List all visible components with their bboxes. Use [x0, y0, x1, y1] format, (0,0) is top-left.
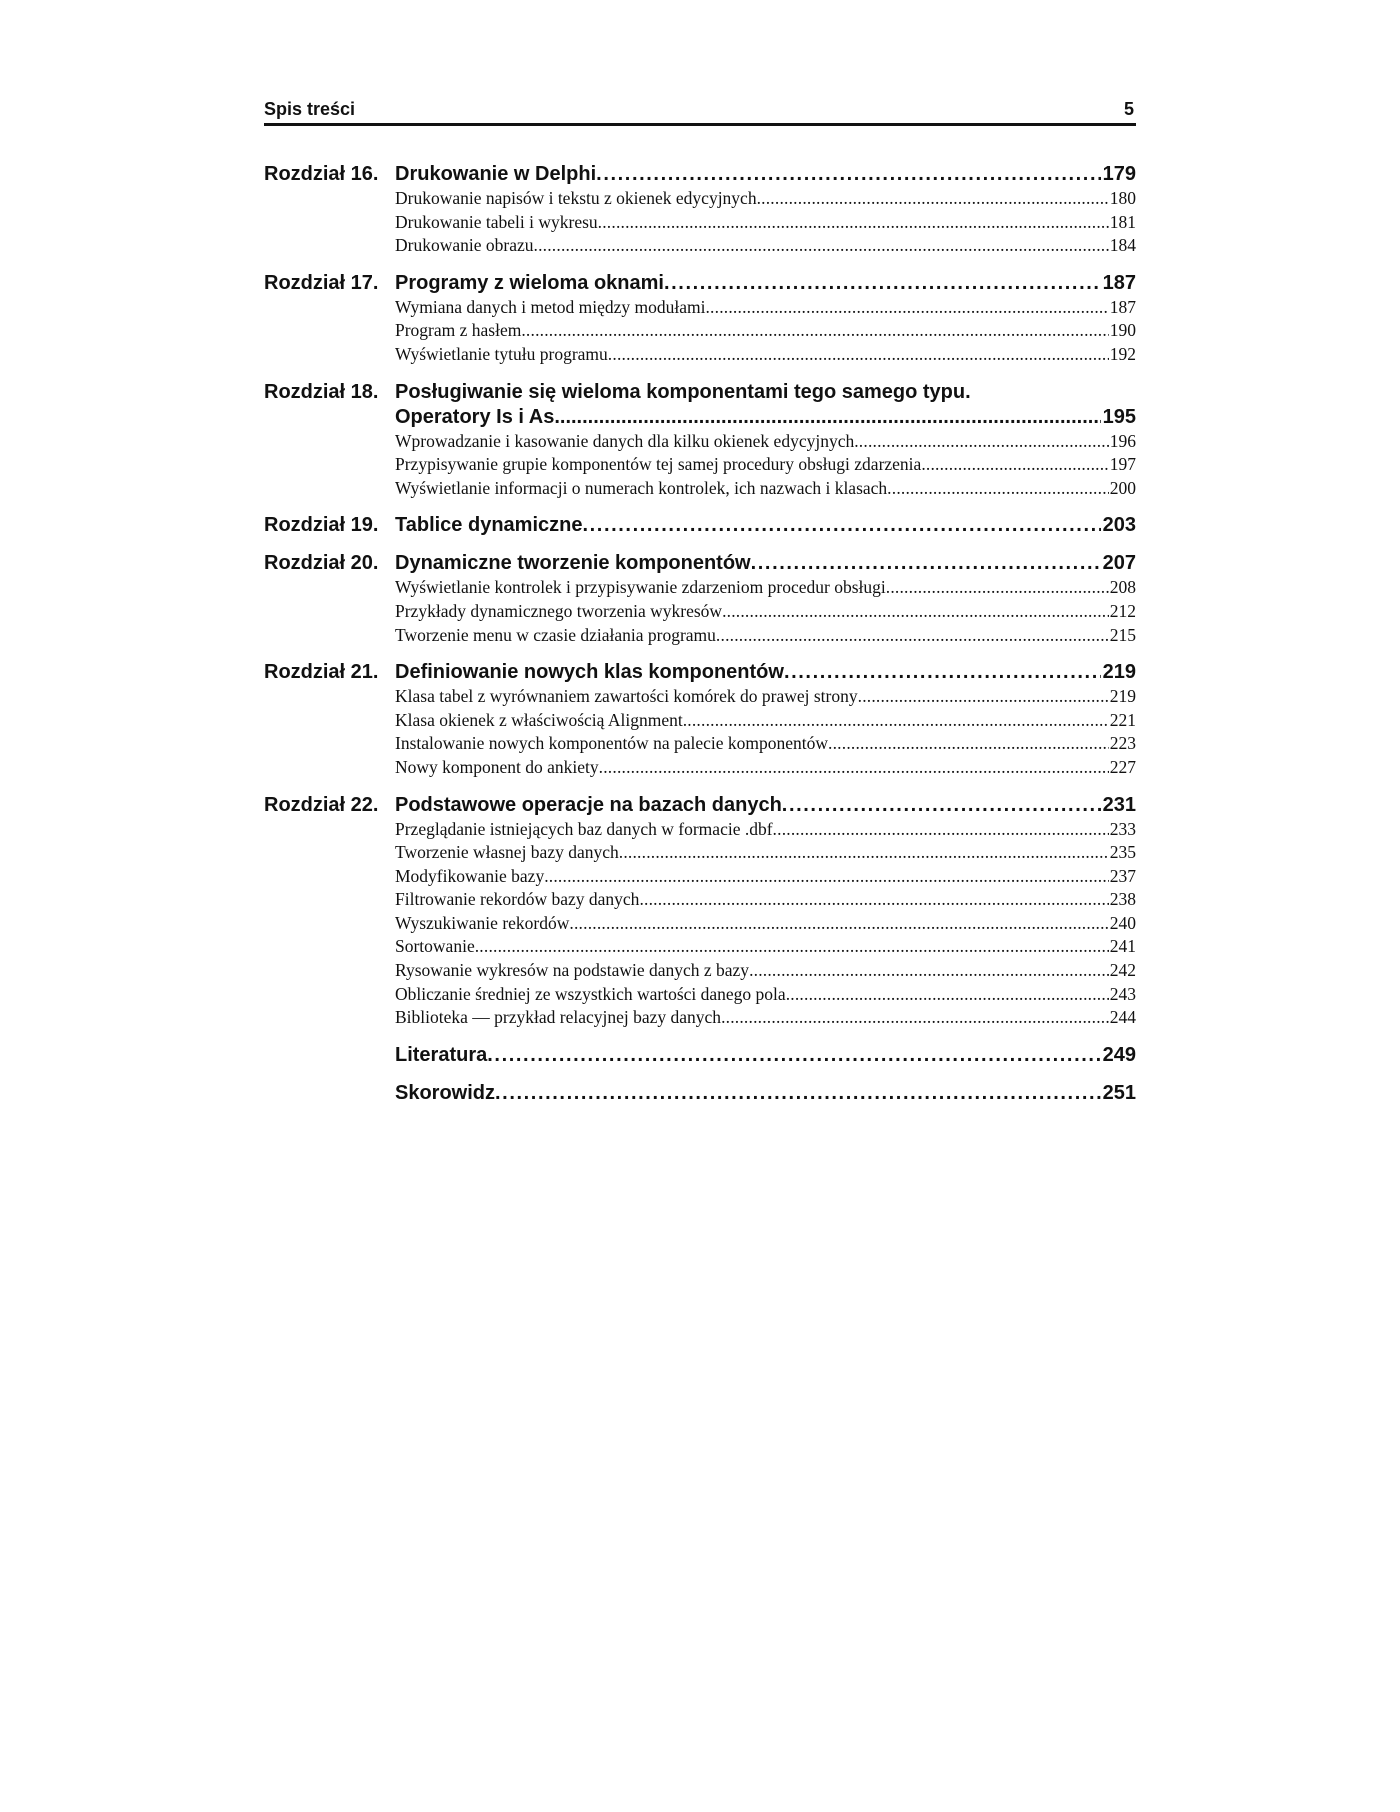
dot-leader [854, 430, 1109, 454]
chapter-label: Rozdział 16. [264, 163, 379, 185]
chapter-page-number: 195 [1102, 405, 1136, 428]
section-page-number: 208 [1109, 577, 1136, 598]
section-title: Instalowanie nowych komponentów na palecie komponentów [395, 733, 829, 754]
section-page-number: 240 [1109, 912, 1136, 933]
section-title: Wyświetlanie informacji o numerach kontrolek, ich nazwach i klasach [395, 477, 888, 498]
toc-section-entry[interactable] [395, 888, 1136, 912]
dot-leader [487, 1043, 1100, 1067]
section-page-number: 184 [1109, 235, 1136, 256]
toc-chapter [264, 162, 1136, 258]
dot-leader [828, 732, 1109, 756]
section-title: Wyszukiwanie rekordów [395, 912, 570, 933]
section-list [264, 187, 1136, 258]
toc-chapter [264, 513, 1136, 538]
chapter-title-row [395, 793, 1136, 817]
dot-leader [722, 600, 1109, 624]
toc-section-entry[interactable] [395, 959, 1136, 983]
toc-section-entry[interactable] [395, 732, 1136, 756]
section-title: Drukowanie obrazu [395, 235, 534, 256]
section-title: Modyfikowanie bazy [395, 865, 545, 886]
section-title: Drukowanie napisów i tekstu z okienek edycyjnych [395, 188, 757, 208]
section-title: Drukowanie tabeli i wykresu [395, 211, 598, 232]
dot-leader [858, 685, 1109, 709]
section-page-number: 219 [1109, 686, 1136, 707]
chapter-page-number: 203 [1102, 514, 1136, 537]
chapter-title-row [395, 271, 1136, 295]
section-page-number: 243 [1109, 983, 1136, 1004]
table-of-contents [264, 162, 1136, 1106]
section-page-number: 181 [1109, 211, 1136, 232]
section-title: Tworzenie własnej bazy danych [395, 842, 619, 863]
section-title: Tworzenie menu w czasie działania programu [395, 624, 716, 645]
dot-leader [521, 319, 1108, 343]
chapter-title: Programy z wieloma oknami [395, 271, 664, 294]
toc-section-entry[interactable] [395, 296, 1136, 320]
chapter-label: Rozdział 20. [264, 552, 379, 575]
toc-section-entry[interactable] [395, 477, 1136, 501]
section-list [264, 685, 1136, 779]
toc-section-entry[interactable] [395, 1006, 1136, 1030]
dot-leader [495, 1081, 1101, 1105]
toc-section-entry[interactable] [395, 234, 1136, 258]
toc-section-entry[interactable] [395, 430, 1136, 454]
toc-chapter [264, 660, 1136, 779]
toc-section-entry[interactable] [395, 841, 1136, 865]
section-page-number: 180 [1109, 188, 1136, 208]
dot-leader [782, 793, 1101, 817]
chapter-title-row [395, 551, 1136, 575]
chapter-page-number: 187 [1102, 271, 1136, 294]
section-page-number: 233 [1109, 818, 1136, 839]
chapter-title-row [395, 1081, 1136, 1105]
dot-leader [582, 513, 1100, 537]
section-page-number: 192 [1109, 343, 1136, 364]
section-title: Biblioteka — przykład relacyjnej bazy danych [395, 1007, 722, 1028]
section-page-number: 223 [1109, 733, 1136, 754]
chapter-label: Rozdział 18. [264, 380, 379, 403]
chapter-label: Rozdział 19. [264, 514, 379, 537]
section-page-number: 241 [1109, 936, 1136, 957]
section-title: Przeglądanie istniejących baz danych w formacie .dbf [395, 818, 773, 839]
section-title: Program z hasłem [395, 320, 522, 341]
dot-leader [475, 935, 1109, 959]
toc-chapter [264, 1081, 1136, 1106]
section-page-number: 242 [1109, 960, 1136, 981]
header-title: Spis treści [264, 99, 356, 119]
section-page-number: 200 [1109, 477, 1136, 498]
section-title: Rysowanie wykresów na podstawie danych z bazy [395, 960, 750, 981]
chapter-title-row [395, 1043, 1136, 1067]
toc-section-entry[interactable] [395, 211, 1136, 235]
chapter-heading-line[interactable] [264, 380, 1136, 405]
dot-leader [599, 756, 1109, 780]
dot-leader [639, 888, 1108, 912]
chapter-title-row [395, 162, 1136, 186]
chapter-heading-line[interactable] [264, 513, 1136, 538]
toc-section-entry[interactable] [395, 935, 1136, 959]
section-page-number: 235 [1109, 842, 1136, 863]
chapter-page-number: 251 [1102, 1081, 1136, 1104]
dot-leader [757, 187, 1109, 211]
dot-leader [716, 624, 1109, 648]
section-page-number: 215 [1109, 624, 1136, 645]
toc-section-entry[interactable] [395, 912, 1136, 936]
chapter-page-number: 249 [1102, 1043, 1136, 1066]
section-page-number: 196 [1109, 430, 1136, 451]
section-title: Wyświetlanie tytułu programu [395, 343, 608, 364]
dot-leader [921, 453, 1108, 477]
section-title: Wprowadzanie i kasowanie danych dla kilku okienek edycyjnych [395, 430, 855, 451]
section-page-number: 212 [1109, 600, 1136, 621]
header-page-number: 5 [1123, 99, 1134, 119]
running-header [264, 96, 1136, 126]
section-page-number: 244 [1109, 1007, 1136, 1028]
section-list [264, 296, 1136, 367]
dot-leader [664, 271, 1101, 295]
dot-leader [773, 818, 1109, 842]
toc-chapter [264, 1043, 1136, 1068]
chapter-title: Tablice dynamiczne [395, 514, 583, 537]
chapter-heading-line[interactable] [264, 793, 1136, 818]
toc-chapter [264, 271, 1136, 367]
toc-section-entry[interactable] [395, 865, 1136, 889]
dot-leader [887, 477, 1109, 501]
section-title: Sortowanie [395, 936, 475, 957]
section-title: Klasa tabel z wyrównaniem zawartości komórek do prawej strony [395, 686, 858, 707]
section-list [264, 818, 1136, 1030]
dot-leader [721, 1006, 1109, 1030]
section-title: Przykłady dynamicznego tworzenia wykresów [395, 600, 723, 621]
section-page-number: 187 [1109, 296, 1136, 317]
chapter-title-line1: Posługiwanie się wieloma komponentami tego samego typu. [395, 380, 971, 403]
chapter-heading-line[interactable] [264, 1081, 1136, 1106]
toc-chapter [264, 793, 1136, 1030]
chapter-title: Podstawowe operacje na bazach danych [395, 793, 782, 816]
section-title: Nowy komponent do ankiety [395, 756, 599, 777]
chapter-title: Definiowanie nowych klas komponentów [395, 661, 784, 684]
chapter-title: Drukowanie w Delphi [395, 163, 597, 185]
section-page-number: 221 [1109, 709, 1136, 730]
dot-leader [784, 660, 1101, 684]
section-title: Klasa okienek z właściwością Alignment [395, 709, 683, 730]
dot-leader [534, 234, 1109, 258]
dot-leader [886, 576, 1109, 600]
toc-section-entry[interactable] [395, 319, 1136, 343]
dot-leader [544, 865, 1109, 889]
chapter-page-number: 207 [1102, 552, 1136, 575]
dot-leader [751, 551, 1101, 575]
dot-leader [596, 162, 1100, 186]
toc-section-entry[interactable] [395, 343, 1136, 367]
toc-chapter [264, 551, 1136, 647]
section-page-number: 227 [1109, 756, 1136, 777]
section-page-number: 238 [1109, 889, 1136, 910]
toc-chapter [264, 380, 1136, 501]
dot-leader [619, 841, 1109, 865]
dot-leader [608, 343, 1109, 367]
toc-page [264, 96, 1136, 1119]
section-title: Obliczanie średniej ze wszystkich wartości danego pola [395, 983, 786, 1004]
chapter-heading-line[interactable] [264, 660, 1136, 685]
chapter-title: Dynamiczne tworzenie komponentów [395, 552, 751, 575]
section-title: Przypisywanie grupie komponentów tej samej procedury obsługi zdarzenia [395, 454, 922, 475]
toc-section-entry[interactable] [395, 453, 1136, 477]
chapter-page-number: 231 [1102, 793, 1136, 816]
chapter-title: Operatory Is i As [395, 405, 555, 428]
toc-section-entry[interactable] [395, 187, 1136, 211]
chapter-title-row [395, 660, 1136, 684]
toc-section-entry[interactable] [395, 576, 1136, 600]
chapter-title: Skorowidz [395, 1081, 496, 1104]
chapter-heading-line[interactable] [264, 271, 1136, 296]
chapter-heading-line[interactable] [264, 1043, 1136, 1068]
dot-leader [786, 983, 1109, 1007]
dot-leader [554, 405, 1100, 429]
section-list [264, 576, 1136, 647]
section-page-number: 237 [1109, 865, 1136, 886]
toc-section-entry[interactable] [395, 600, 1136, 624]
toc-section-entry[interactable] [395, 983, 1136, 1007]
chapter-label: Rozdział 17. [264, 271, 379, 294]
chapter-heading-line[interactable] [264, 162, 1136, 187]
dot-leader [598, 211, 1109, 235]
dot-leader [705, 296, 1108, 320]
toc-section-entry[interactable] [395, 818, 1136, 842]
chapter-label: Rozdział 22. [264, 793, 379, 816]
toc-section-entry[interactable] [395, 756, 1136, 780]
chapter-page-number: 219 [1102, 661, 1136, 684]
section-title: Wymiana danych i metod między modułami [395, 296, 706, 317]
dot-leader [569, 912, 1108, 936]
chapter-heading-line[interactable] [264, 551, 1136, 576]
section-title: Filtrowanie rekordów bazy danych [395, 889, 640, 910]
chapter-title: Literatura [395, 1043, 488, 1066]
chapter-page-number: 179 [1102, 163, 1136, 185]
dot-leader [749, 959, 1109, 983]
toc-section-entry[interactable] [395, 624, 1136, 648]
chapter-label: Rozdział 21. [264, 661, 379, 684]
section-title: Wyświetlanie kontrolek i przypisywanie zdarzeniom procedur obsługi [395, 577, 886, 598]
section-page-number: 190 [1109, 320, 1136, 341]
section-page-number: 197 [1109, 454, 1136, 475]
toc-section-entry[interactable] [395, 709, 1136, 733]
dot-leader [683, 709, 1109, 733]
toc-section-entry[interactable] [395, 685, 1136, 709]
chapter-title-row [395, 513, 1136, 537]
chapter-heading-continuation[interactable] [264, 405, 1136, 430]
section-list [264, 430, 1136, 501]
